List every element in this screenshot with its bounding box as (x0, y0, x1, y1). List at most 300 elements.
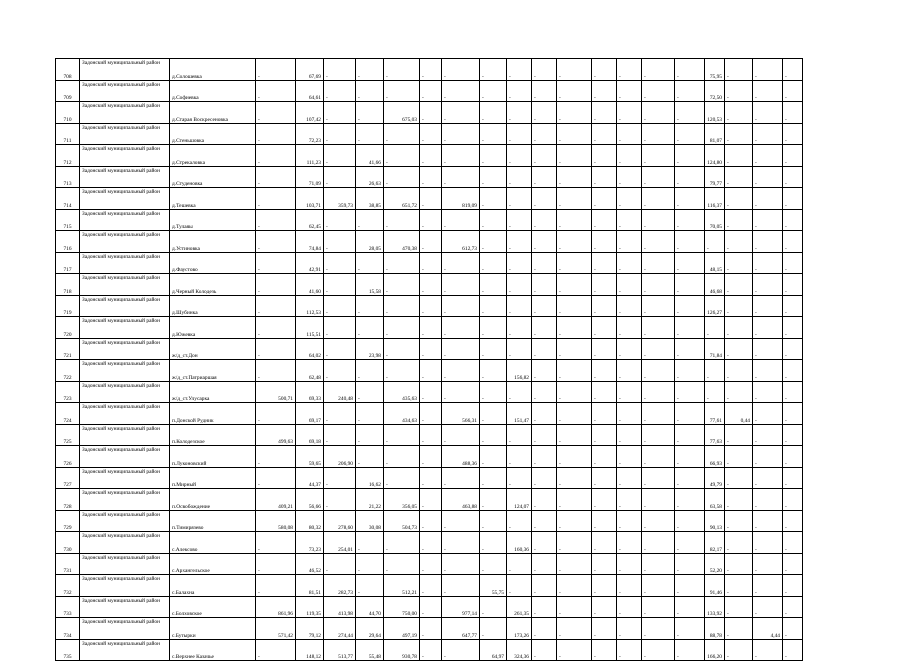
value-cell: - (675, 188, 705, 210)
value-cell: - (753, 252, 783, 274)
value-cell: - (356, 209, 384, 231)
value-cell: 148,12 (296, 639, 324, 661)
settlement-cell: д.Софиевка (170, 80, 256, 102)
district-cell: Задонский муниципальный район (80, 252, 170, 274)
value-cell: - (256, 575, 296, 597)
value-cell: 71,09 (296, 166, 324, 188)
value-cell: - (753, 446, 783, 468)
row-number: 718 (56, 274, 80, 296)
value-cell: 77,63 (705, 424, 725, 446)
value-cell: - (642, 231, 675, 253)
table-row (56, 532, 803, 554)
settlement-cell: д.Солошевка (170, 59, 256, 81)
value-cell: 115,51 (296, 317, 324, 339)
value-cell: 41,60 (296, 274, 324, 296)
value-cell: - (507, 553, 532, 575)
value-cell: - (507, 274, 532, 296)
value-cell: - (557, 639, 592, 661)
district-cell: Задонский муниципальный район (80, 59, 170, 81)
district-cell: Задонский муниципальный район (80, 424, 170, 446)
value-cell: - (783, 575, 803, 597)
table-row (56, 360, 803, 382)
value-cell: - (480, 317, 507, 339)
value-cell: - (532, 360, 557, 382)
value-cell: - (324, 80, 356, 102)
settlement-cell: п.Мирный (170, 467, 256, 489)
value-cell: - (384, 532, 420, 554)
value-cell: - (725, 317, 753, 339)
value-cell: - (442, 295, 480, 317)
value-cell: - (557, 252, 592, 274)
value-cell: - (675, 596, 705, 618)
row-number: 722 (56, 360, 80, 382)
row-number: 725 (56, 424, 80, 446)
value-cell: - (256, 338, 296, 360)
value-cell: 488,36 (442, 446, 480, 468)
value-cell: - (256, 446, 296, 468)
value-cell: 62,45 (296, 209, 324, 231)
value-cell: - (420, 446, 442, 468)
value-cell: - (725, 295, 753, 317)
value-cell: - (557, 188, 592, 210)
value-cell: - (725, 639, 753, 661)
table-row (56, 166, 803, 188)
value-cell: - (420, 381, 442, 403)
value-cell: - (753, 231, 783, 253)
table-row (56, 446, 803, 468)
value-cell: - (557, 295, 592, 317)
value-cell: 580,08 (256, 510, 296, 532)
value-cell: - (783, 295, 803, 317)
value-cell: - (617, 338, 642, 360)
value-cell: - (675, 510, 705, 532)
value-cell: - (480, 553, 507, 575)
value-cell: - (557, 209, 592, 231)
value-cell: - (705, 317, 725, 339)
value-cell: - (592, 338, 617, 360)
value-cell: - (753, 338, 783, 360)
value-cell: 111,23 (296, 145, 324, 167)
table-row (56, 510, 803, 532)
value-cell: 71,84 (705, 338, 725, 360)
value-cell: - (256, 123, 296, 145)
value-cell: 156,82 (507, 360, 532, 382)
district-cell: Задонский муниципальный район (80, 145, 170, 167)
value-cell: - (442, 102, 480, 124)
row-number: 713 (56, 166, 80, 188)
value-cell: 261,35 (507, 596, 532, 618)
value-cell: - (420, 102, 442, 124)
value-cell: - (442, 510, 480, 532)
value-cell: - (783, 532, 803, 554)
value-cell: - (642, 510, 675, 532)
value-cell: - (783, 489, 803, 511)
value-cell: - (642, 446, 675, 468)
value-cell: - (420, 231, 442, 253)
row-number: 723 (56, 381, 80, 403)
value-cell: - (642, 639, 675, 661)
value-cell: - (617, 317, 642, 339)
value-cell: - (557, 123, 592, 145)
settlement-cell: д.Черный Колодезь (170, 274, 256, 296)
value-cell: - (783, 80, 803, 102)
value-cell: 81,07 (705, 123, 725, 145)
value-cell: - (592, 360, 617, 382)
value-cell: - (480, 338, 507, 360)
value-cell: - (642, 166, 675, 188)
row-number: 711 (56, 123, 80, 145)
value-cell: - (675, 274, 705, 296)
value-cell: - (617, 575, 642, 597)
value-cell: - (557, 360, 592, 382)
value-cell: - (420, 467, 442, 489)
table-row (56, 403, 803, 425)
value-cell: - (753, 317, 783, 339)
value-cell: - (783, 360, 803, 382)
value-cell: - (532, 252, 557, 274)
value-cell: - (705, 360, 725, 382)
value-cell: - (420, 596, 442, 618)
value-cell: 861,96 (256, 596, 296, 618)
table-row (56, 252, 803, 274)
value-cell: - (592, 166, 617, 188)
value-cell: - (783, 596, 803, 618)
value-cell: - (675, 166, 705, 188)
value-cell: - (642, 274, 675, 296)
value-cell: - (642, 618, 675, 640)
value-cell: - (675, 80, 705, 102)
value-cell: - (442, 467, 480, 489)
value-cell: - (324, 209, 356, 231)
value-cell: - (532, 510, 557, 532)
value-cell: - (753, 80, 783, 102)
value-cell: - (532, 381, 557, 403)
value-cell: - (557, 102, 592, 124)
row-number: 733 (56, 596, 80, 618)
value-cell: - (725, 102, 753, 124)
table-row (56, 145, 803, 167)
value-cell: - (356, 553, 384, 575)
value-cell: - (592, 209, 617, 231)
value-cell: - (617, 446, 642, 468)
value-cell: - (592, 231, 617, 253)
value-cell: 435,63 (384, 381, 420, 403)
value-cell: - (753, 145, 783, 167)
value-cell: 512,21 (384, 575, 420, 597)
value-cell: - (557, 317, 592, 339)
value-cell: 42,91 (296, 252, 324, 274)
value-cell: - (753, 274, 783, 296)
table-row (56, 467, 803, 489)
value-cell: - (592, 575, 617, 597)
value-cell: - (557, 80, 592, 102)
value-cell: 126,27 (705, 295, 725, 317)
value-cell: - (442, 424, 480, 446)
value-cell: - (592, 295, 617, 317)
value-cell: - (642, 381, 675, 403)
value-cell: - (384, 209, 420, 231)
value-cell: 64,61 (296, 80, 324, 102)
value-cell: - (617, 166, 642, 188)
row-number: 712 (56, 145, 80, 167)
value-cell: 173,26 (507, 618, 532, 640)
value-cell: - (783, 446, 803, 468)
value-cell: - (480, 145, 507, 167)
value-cell: - (725, 553, 753, 575)
value-cell: - (532, 59, 557, 81)
value-cell: 64,02 (296, 338, 324, 360)
settlement-cell: д.Студеновка (170, 166, 256, 188)
table-row (56, 618, 803, 640)
value-cell: 499,63 (256, 424, 296, 446)
value-cell: - (384, 360, 420, 382)
value-cell: 16,62 (356, 467, 384, 489)
value-cell: - (420, 295, 442, 317)
value-cell: - (617, 123, 642, 145)
settlement-cell: д.Южевка (170, 317, 256, 339)
value-cell: - (675, 639, 705, 661)
value-cell: 46,68 (705, 274, 725, 296)
value-cell: - (675, 553, 705, 575)
value-cell: - (507, 102, 532, 124)
value-cell: - (557, 166, 592, 188)
value-cell: - (617, 489, 642, 511)
value-cell: - (592, 252, 617, 274)
value-cell: - (557, 446, 592, 468)
value-cell: 500,71 (256, 381, 296, 403)
value-cell: - (753, 596, 783, 618)
value-cell: - (420, 338, 442, 360)
value-cell: 166,20 (705, 639, 725, 661)
value-cell: 133,92 (705, 596, 725, 618)
value-cell: - (642, 360, 675, 382)
table-row (56, 80, 803, 102)
settlement-cell: с.Бутырки (170, 618, 256, 640)
settlement-cell: п.Донской Рудник (170, 403, 256, 425)
value-cell: - (480, 424, 507, 446)
row-number: 709 (56, 80, 80, 102)
settlement-cell: ж/д_ст.Дон (170, 338, 256, 360)
value-cell: 79,12 (296, 618, 324, 640)
value-cell: - (642, 59, 675, 81)
value-cell: - (725, 489, 753, 511)
value-cell: - (675, 489, 705, 511)
value-cell: - (324, 295, 356, 317)
table-body (56, 59, 803, 661)
value-cell: - (557, 424, 592, 446)
value-cell: - (783, 166, 803, 188)
value-cell: 120,53 (705, 102, 725, 124)
value-cell: - (617, 510, 642, 532)
value-cell: - (725, 123, 753, 145)
value-cell: 80,32 (296, 510, 324, 532)
value-cell: 750,00 (384, 596, 420, 618)
value-cell: 107,42 (296, 102, 324, 124)
table-row (56, 59, 803, 81)
value-cell: - (617, 639, 642, 661)
value-cell: - (356, 295, 384, 317)
value-cell: - (324, 317, 356, 339)
value-cell: - (557, 59, 592, 81)
table-row (56, 274, 803, 296)
district-cell: Задонский муниципальный район (80, 403, 170, 425)
value-cell: - (753, 59, 783, 81)
value-cell: - (705, 381, 725, 403)
value-cell: - (532, 123, 557, 145)
value-cell: - (256, 102, 296, 124)
value-cell: - (617, 553, 642, 575)
value-cell: - (384, 424, 420, 446)
district-cell: Задонский муниципальный район (80, 510, 170, 532)
value-cell: - (725, 510, 753, 532)
value-cell: 497,19 (384, 618, 420, 640)
value-cell: - (532, 188, 557, 210)
table-row (56, 295, 803, 317)
district-cell: Задонский муниципальный район (80, 209, 170, 231)
value-cell: - (675, 575, 705, 597)
value-cell: - (480, 123, 507, 145)
settlement-cell: с.Архангельское (170, 553, 256, 575)
value-cell: - (420, 510, 442, 532)
value-cell: - (592, 80, 617, 102)
table-row (56, 209, 803, 231)
value-cell: 70,05 (705, 209, 725, 231)
row-number: 730 (56, 532, 80, 554)
district-cell: Задонский муниципальный район (80, 618, 170, 640)
value-cell: - (256, 145, 296, 167)
value-cell: - (442, 381, 480, 403)
value-cell: - (783, 467, 803, 489)
value-cell: 30,08 (356, 510, 384, 532)
value-cell: - (480, 532, 507, 554)
value-cell: 977,14 (442, 596, 480, 618)
table-row (56, 381, 803, 403)
value-cell: - (753, 166, 783, 188)
value-cell: - (592, 424, 617, 446)
settlement-cell: д.Устиновка (170, 231, 256, 253)
value-cell: - (480, 252, 507, 274)
value-cell: 69,18 (296, 424, 324, 446)
settlement-cell: с.Балахна (170, 575, 256, 597)
value-cell: - (753, 553, 783, 575)
value-cell: - (592, 102, 617, 124)
district-cell: Задонский муниципальный район (80, 467, 170, 489)
value-cell: - (384, 467, 420, 489)
row-number: 710 (56, 102, 80, 124)
value-cell: - (532, 231, 557, 253)
value-cell: - (642, 424, 675, 446)
value-cell: - (753, 639, 783, 661)
value-cell: - (675, 424, 705, 446)
value-cell: 15,58 (356, 274, 384, 296)
value-cell: 64,97 (480, 639, 507, 661)
value-cell: 651,72 (384, 188, 420, 210)
value-cell: 240,48 (324, 381, 356, 403)
value-cell: - (592, 274, 617, 296)
value-cell: - (324, 274, 356, 296)
value-cell: - (642, 317, 675, 339)
value-cell: - (256, 532, 296, 554)
value-cell: - (753, 295, 783, 317)
value-cell: - (753, 360, 783, 382)
value-cell: - (557, 403, 592, 425)
value-cell: - (675, 360, 705, 382)
value-cell: - (532, 575, 557, 597)
value-cell: 74,84 (296, 231, 324, 253)
district-cell: Задонский муниципальный район (80, 231, 170, 253)
value-cell: - (356, 446, 384, 468)
value-cell: - (384, 317, 420, 339)
table-row (56, 231, 803, 253)
value-cell: 647,77 (442, 618, 480, 640)
value-cell: - (420, 145, 442, 167)
value-cell: - (675, 532, 705, 554)
value-cell: - (507, 59, 532, 81)
value-cell: - (725, 166, 753, 188)
value-cell: - (356, 532, 384, 554)
value-cell: 278,60 (324, 510, 356, 532)
value-cell: - (420, 575, 442, 597)
settlement-cell: ж/д_ст.Патриаршая (170, 360, 256, 382)
district-cell: Задонский муниципальный район (80, 360, 170, 382)
row-number: 727 (56, 467, 80, 489)
value-cell: - (557, 381, 592, 403)
value-cell: - (675, 231, 705, 253)
value-cell: 67,69 (296, 59, 324, 81)
value-cell: - (783, 618, 803, 640)
table-row (56, 102, 803, 124)
value-cell: - (753, 209, 783, 231)
value-cell: 124,80 (705, 145, 725, 167)
settlement-cell: д.Фаустово (170, 252, 256, 274)
value-cell: - (617, 596, 642, 618)
value-cell: - (725, 59, 753, 81)
value-cell: - (753, 188, 783, 210)
value-cell: - (725, 532, 753, 554)
value-cell: 160,36 (507, 532, 532, 554)
value-cell: - (675, 209, 705, 231)
value-cell: - (532, 618, 557, 640)
value-cell: - (532, 102, 557, 124)
value-cell: - (617, 209, 642, 231)
row-number: 708 (56, 59, 80, 81)
value-cell: - (532, 424, 557, 446)
value-cell: - (384, 166, 420, 188)
value-cell: 274,44 (324, 618, 356, 640)
district-cell: Задонский муниципальный район (80, 317, 170, 339)
value-cell: - (532, 338, 557, 360)
value-cell: - (442, 252, 480, 274)
value-cell: 254,01 (324, 532, 356, 554)
value-cell: 48,15 (705, 252, 725, 274)
value-cell: - (617, 252, 642, 274)
value-cell: - (753, 381, 783, 403)
value-cell: - (420, 618, 442, 640)
value-cell: 463,88 (442, 489, 480, 511)
value-cell: 413,98 (324, 596, 356, 618)
value-cell: - (480, 166, 507, 188)
value-cell: - (783, 553, 803, 575)
value-cell: - (356, 360, 384, 382)
value-cell: 513,77 (324, 639, 356, 661)
settlement-cell: д.Тешевка (170, 188, 256, 210)
value-cell: - (507, 575, 532, 597)
value-cell: - (725, 467, 753, 489)
value-cell: - (324, 59, 356, 81)
value-cell: - (507, 145, 532, 167)
value-cell: - (592, 123, 617, 145)
value-cell: - (324, 102, 356, 124)
